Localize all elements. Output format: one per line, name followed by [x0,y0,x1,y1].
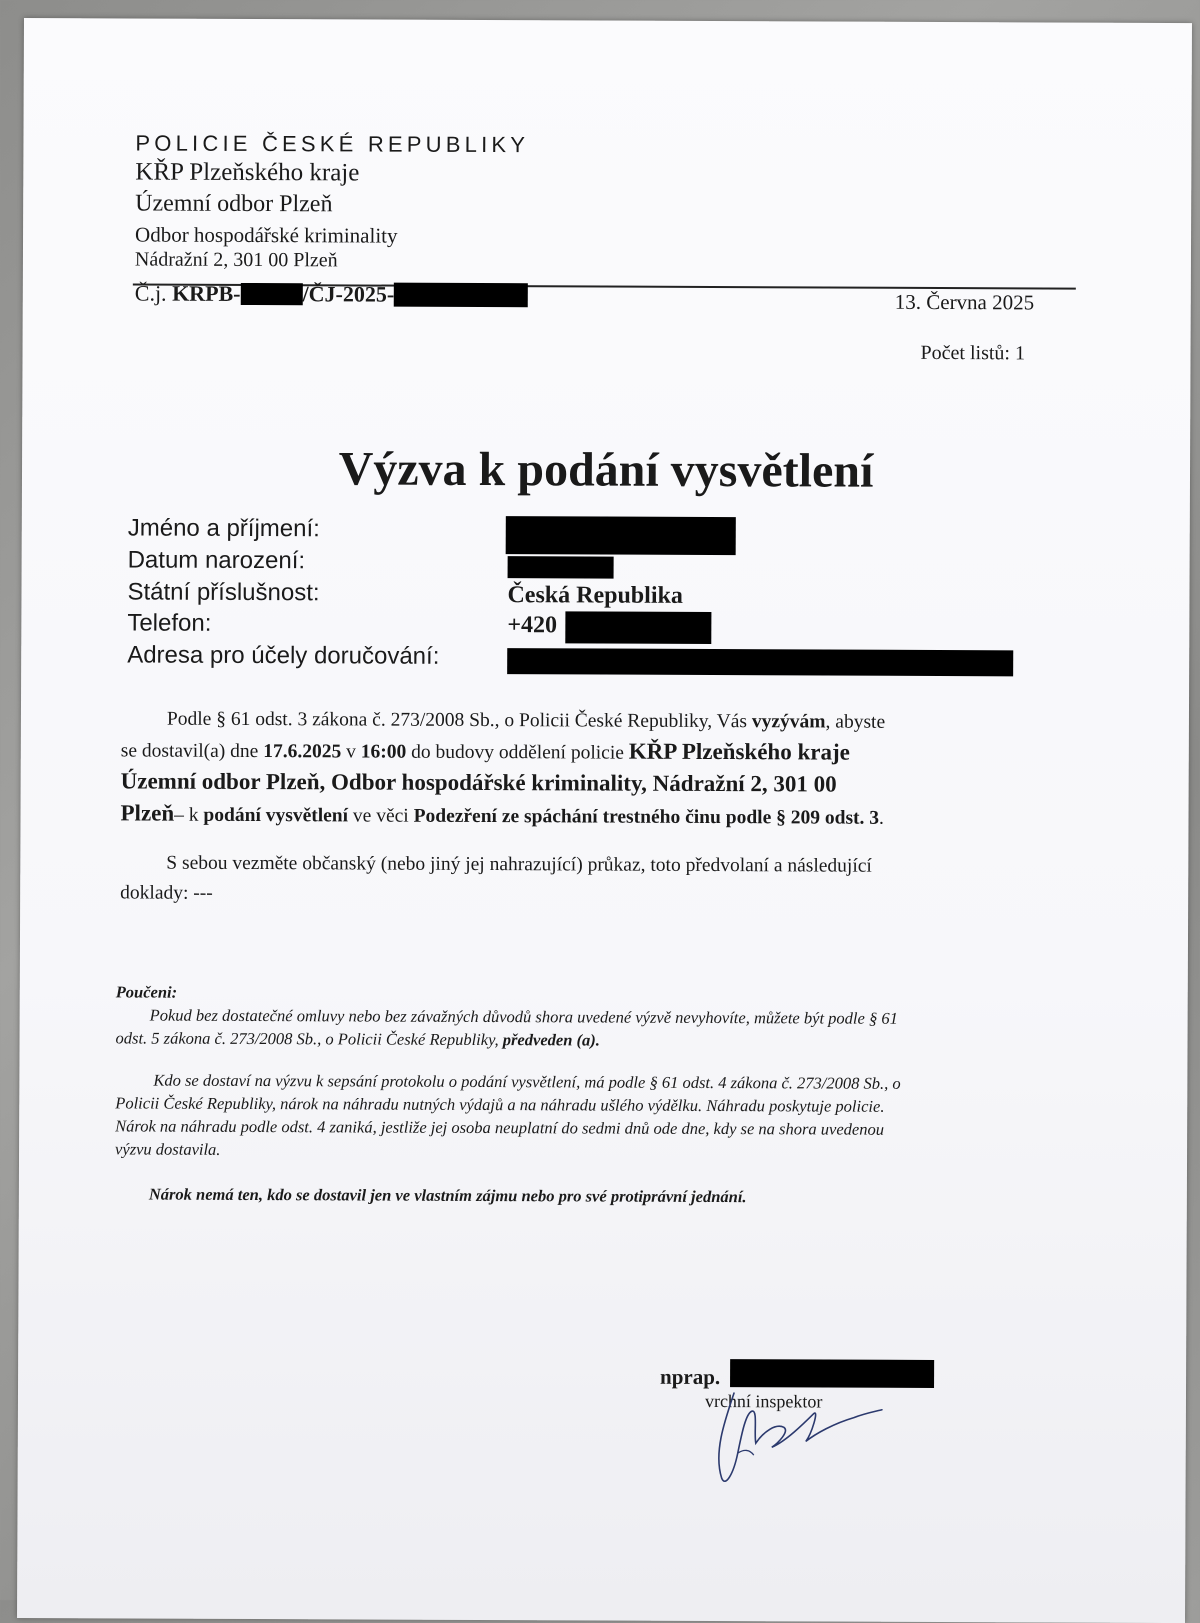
name-redaction [506,516,736,555]
signatory-rank: nprap. [660,1364,721,1390]
summons-paragraph [120,704,1041,834]
pouceni-p2-d: výzvu dostavila. [115,1139,221,1159]
cj-prefix: Č.j. [134,280,167,306]
signatory-role: vrchní inspektor [704,1390,823,1412]
p2-line-a: S sebou vezměte občanský (nebo jiný jej nahrazující) průkaz, toto předvolaní a následující [166,852,872,877]
pouceni-section [116,980,1056,1053]
p1-reason: Podezření ze spáchání trestného činu podle § 209 odst. 3 [413,805,880,829]
p1-location: Územní odbor Plzeň, Odbor hospodářské kriminality, Nádražní 2, 301 00 [120,768,837,797]
p1-podani: podání vysvětlení [203,804,349,827]
pouceni-p1-c: předveden (a). [502,1030,600,1050]
reference-number [135,280,529,308]
p1-text-c: , abyste [825,711,886,733]
p1-time: 16:00 [360,741,407,763]
p1-krp: KŘP Plzeňského kraje [628,738,850,765]
pouceni-compensation [115,1068,1055,1164]
p2-line-b: doklady: --- [120,882,213,904]
birthdate-label: Datum narození: [127,546,306,575]
p1-text-f: v [341,741,361,763]
pouceni-p2-a: Kdo se dostaví na výzvu k sepsání protokolu o podání vysvětlení, má podle § 61 odst. 4 zákona č. 273/2008 Sb., o [153,1070,901,1093]
phone-redaction [565,611,711,644]
address-label: Adresa pro účely doručování: [127,641,440,670]
cj-redaction-2 [394,283,528,308]
documents-paragraph [120,848,1040,912]
p1-plzen: Plzeň [120,800,175,826]
citizenship-value: Česká Republika [507,582,683,609]
p1-text-h: do budovy oddělení policie [406,741,629,764]
citizenship-label: Státní příslušnost: [127,578,320,607]
pouceni-heading: Poučeni: [115,982,178,1002]
header-odbor: Odbor hospodářské kriminality [135,222,398,248]
cj-redaction-1 [241,283,303,305]
name-label: Jméno a příjmení: [127,514,320,543]
handwritten-signature [694,1383,884,1494]
document-date: 13. Června 2025 [894,289,1035,315]
pouceni-p2-c: Nárok na náhradu podle odst. 4 zaniká, jestliže jej osoba neuplatní do sedmi dnů ode dne, kdy se na shora uvedenou [115,1116,885,1139]
p1-text-d: se dostavil(a) dne [120,740,264,763]
p1-date: 17.6.2025 [263,741,342,763]
pouceni-p2-b: Policii České Republiky, nárok na náhradu nutných výdajů a na náhradu ušlého výdělku. Náhradu poskytuje policie. [115,1093,885,1116]
phone-label: Telefon: [127,609,212,637]
pouceni-p1-a: Pokud bez dostatečné omluvy nebo bez závažných důvodů shora uvedené výzvě nevyhovíte, můžete být podle § 61 [149,1005,898,1028]
header-krp: KŘP Plzeňského kraje [135,158,360,187]
pouceni-p1-b: odst. 5 zákona č. 273/2008 Sb., o Policii České Republiky, [115,1028,503,1050]
p1-text-n: ve věci [348,805,414,827]
document-page [17,18,1192,1623]
p1-text-l: – k [174,804,204,826]
cj-part2: /ČJ-2025- [302,281,395,307]
birthdate-redaction [508,556,614,578]
cj-part1: KRPB- [172,280,241,306]
p1-text-p: . [879,807,884,829]
page-count: Počet listů: 1 [920,341,1026,365]
p1-vyzyvam: vyzývám [751,711,826,733]
pouceni-exclusion [149,1183,1089,1210]
pouceni-p3: Nárok nemá ten, kdo se dostavil jen ve vlastním zájmu nebo pro své protiprávní jednání. [148,1184,747,1207]
header-address: Nádražní 2, 301 00 Plzeň [134,248,338,272]
phone-prefix: +420 [507,612,558,639]
document-title: Výzva k podání vysvětlení [338,442,874,498]
address-redaction [507,648,1013,676]
header-police: POLICIE ČESKÉ REPUBLIKY [135,130,530,158]
p1-text-a: Podle § 61 odst. 3 zákona č. 273/2008 Sb., o Policii České Republiky, Vás [166,708,752,733]
header-uzemni-odbor: Územní odbor Plzeň [135,190,333,218]
